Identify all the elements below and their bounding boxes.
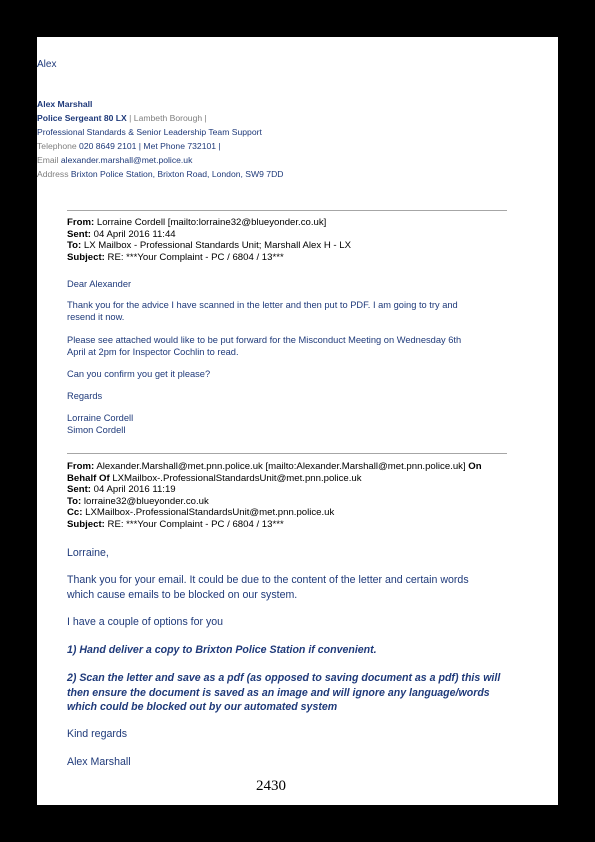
- email2-paragraph1-line1: Thank you for your email. It could be due to the content of the letter and certain words: [67, 574, 469, 586]
- email1-subject-label: Subject:: [67, 251, 105, 263]
- signature-rank: Police Sergeant 80 LX: [37, 113, 127, 123]
- email-label: Email: [37, 155, 59, 165]
- telephone-value: 020 8649 2101 | Met Phone 732101 |: [76, 141, 221, 151]
- email2-closing: Kind regards: [67, 728, 128, 740]
- email1-sent: [67, 229, 176, 240]
- greeting-top: Alex: [37, 59, 57, 70]
- email2-to: [67, 496, 209, 507]
- email2-cc-label: Cc:: [67, 507, 83, 518]
- page-number: 2430: [256, 778, 286, 794]
- email2-behalf-value: LXMailbox-.ProfessionalStandardsUnit@met.pnn.police.uk: [109, 472, 362, 484]
- signature-telephone: [37, 139, 221, 153]
- email2-option2-line3: which could be blocked out by our automated system: [67, 701, 338, 713]
- email2-sent-value: 04 April 2016 11:19: [90, 484, 176, 495]
- email1-from: [67, 217, 326, 228]
- email1-paragraph3: Can you confirm you get it please?: [67, 369, 211, 379]
- email1-paragraph2-line2: April at 2pm for Inspector Cochlin to read.: [67, 346, 239, 357]
- email2-subject-value: RE: ***Your Complaint - PC / 6804 / 13***: [104, 518, 284, 530]
- email1-to-value: LX Mailbox - Professional Standards Unit; Marshall Alex H - LX: [81, 240, 352, 251]
- email2-from-value: Alexander.Marshall@met.pnn.police.uk [mailto:Alexander.Marshall@met.pnn.police.uk]: [94, 461, 466, 472]
- address-value: Brixton Police Station, Brixton Road, London, SW9 7DD: [68, 169, 284, 179]
- email1-from-value: Lorraine Cordell [mailto:lorraine32@blueyonder.co.uk]: [94, 217, 327, 228]
- email1-signature-1: Lorraine Cordell: [67, 413, 134, 423]
- email1-salutation: Dear Alexander: [67, 279, 132, 289]
- signature-department: Professional Standards & Senior Leadership Team Support: [37, 127, 262, 137]
- email2-on-label: On: [465, 461, 482, 472]
- email2-signature: Alex Marshall: [67, 756, 131, 768]
- email2-option2-line2: then ensure the document is saved as an image and will ignore any language/words: [67, 686, 490, 699]
- email1-to: [67, 240, 351, 251]
- email2-option1: 1) Hand deliver a copy to Brixton Police Station if convenient.: [67, 644, 377, 656]
- email2-option2-line1: 2) Scan the letter and save as a pdf (as opposed to saving document as a pdf) this will: [67, 672, 501, 684]
- email2-cc: [67, 507, 334, 518]
- email1-signature-2: Simon Cordell: [67, 424, 126, 435]
- email2-subject-label: Subject:: [67, 518, 105, 530]
- address-label: Address: [37, 169, 69, 179]
- email1-from-label: From:: [67, 217, 95, 228]
- email1-sent-value: 04 April 2016 11:44: [90, 228, 176, 240]
- email2-paragraph2: I have a couple of options for you: [67, 616, 224, 628]
- email1-paragraph1-line1: Thank you for the advice I have scanned in the letter and then put to PDF. I am going to try and: [67, 300, 458, 310]
- signature-email: [37, 153, 192, 167]
- email1-sent-label: Sent:: [67, 228, 91, 240]
- email2-salutation: Lorraine,: [67, 547, 109, 559]
- telephone-label: Telephone: [37, 141, 77, 151]
- signature-address: [37, 167, 283, 181]
- email1-divider: [67, 210, 507, 211]
- email1-closing: Regards: [67, 391, 103, 401]
- email2-from: [67, 461, 482, 472]
- email2-divider: [67, 453, 507, 454]
- email2-behalf: [67, 473, 362, 484]
- signature-name: Alex Marshall: [37, 99, 93, 109]
- email2-from-label: From:: [67, 461, 95, 472]
- email2-sent-label: Sent:: [67, 484, 91, 495]
- email1-to-label: To:: [67, 240, 82, 251]
- document-page: [37, 37, 558, 805]
- email2-behalf-label: Behalf Of: [67, 472, 110, 484]
- email2-to-value: lorraine32@blueyonder.co.uk: [81, 495, 209, 507]
- signature-rank-line: [37, 111, 207, 125]
- email2-sent: [67, 484, 176, 495]
- email1-subject: [67, 252, 284, 263]
- email1-subject-value: RE: ***Your Complaint - PC / 6804 / 13***: [104, 251, 284, 263]
- email1-paragraph1-line2: resend it now.: [67, 311, 125, 322]
- email-value: alexander.marshall@met.police.uk: [58, 155, 193, 165]
- email2-paragraph1-line2: which cause emails to be blocked on our system.: [67, 589, 298, 601]
- email2-to-label: To:: [67, 495, 82, 507]
- email2-cc-value: LXMailbox-.ProfessionalStandardsUnit@met.pnn.police.uk: [82, 507, 335, 518]
- signature-borough: | Lambeth Borough |: [126, 113, 207, 123]
- email1-paragraph2-line1: Please see attached would like to be put forward for the Misconduct Meeting on Wednesday 6th: [67, 335, 462, 345]
- email2-subject: [67, 519, 284, 530]
